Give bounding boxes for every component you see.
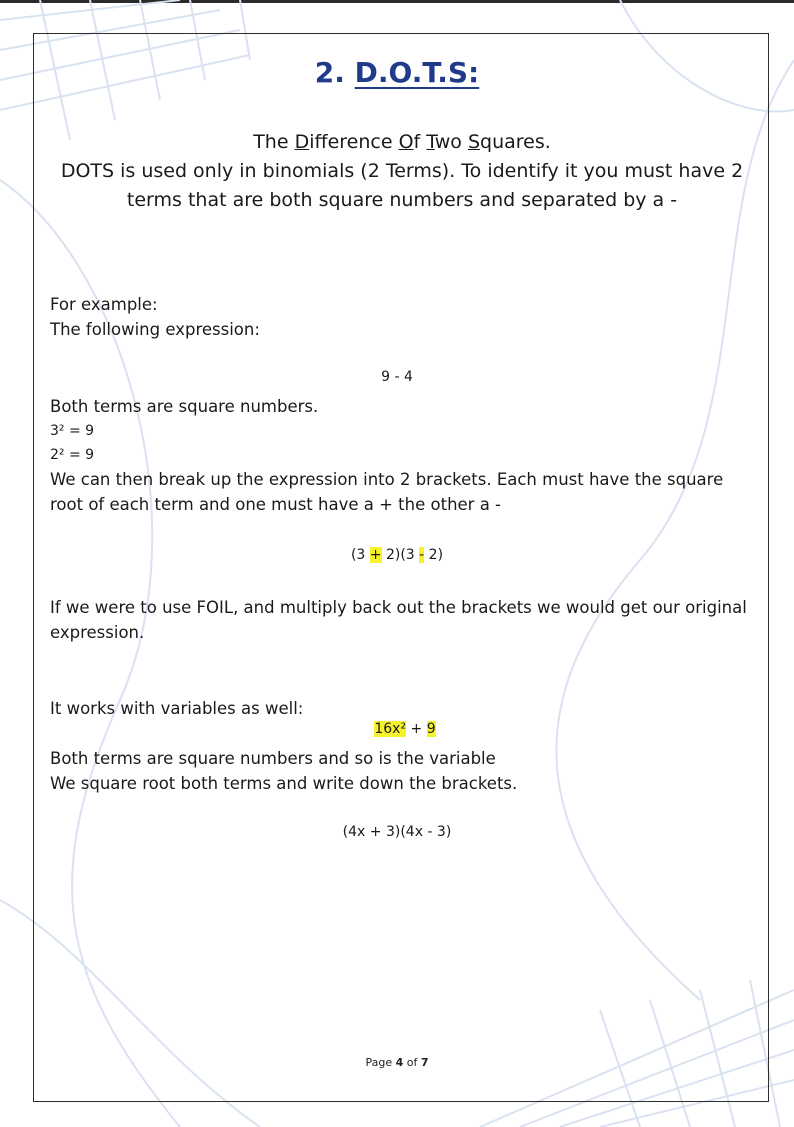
variables-lead: It works with variables as well: xyxy=(50,699,304,718)
bracket-expression xyxy=(0,547,794,563)
example-lead: The following expression: xyxy=(50,320,260,339)
section-number: 2. xyxy=(314,56,345,89)
section-title xyxy=(0,56,794,89)
bracket-part: 2)(3 xyxy=(381,547,420,563)
square-fact-1: 3² = 9 xyxy=(50,423,95,439)
both-squares-text: Both terms are square numbers. xyxy=(50,397,319,416)
intro-definition-line xyxy=(60,128,744,157)
bracket-part: 2) xyxy=(424,547,444,563)
intro-letter-d: D xyxy=(294,131,310,153)
intro-word-rest: wo xyxy=(434,131,468,153)
intro-word-rest: f xyxy=(413,131,427,153)
variable-operator: + xyxy=(406,721,427,737)
variables-explanation xyxy=(50,746,750,796)
intro-word-rest: quares. xyxy=(480,131,551,153)
intro-body: DOTS is used only in binomials (2 Terms). To identify it you must have 2 terms that are both square numbers and separated by a - xyxy=(60,160,744,211)
foil-paragraph: If we were to use FOIL, and multiply back out the brackets we would get our original expression. xyxy=(50,598,747,642)
intro-paragraph xyxy=(60,128,744,215)
variable-term-highlight: 16x² xyxy=(374,721,407,737)
example-explanation xyxy=(50,394,750,517)
page-total: 7 xyxy=(420,1056,429,1069)
square-fact-2: 2² = 9 xyxy=(50,447,95,463)
intro-prefix: The xyxy=(253,131,295,153)
minus-highlight: - xyxy=(419,547,425,563)
intro-letter-t: T xyxy=(426,131,435,153)
constant-term-highlight: 9 xyxy=(426,721,436,737)
intro-word-rest: ifference xyxy=(309,131,399,153)
plus-highlight: + xyxy=(369,547,382,563)
intro-letter-s: S xyxy=(467,131,481,153)
example-expression: 9 - 4 xyxy=(381,369,413,385)
variable-expression xyxy=(0,721,794,737)
bracket-part: (3 xyxy=(350,547,370,563)
page-prefix: Page xyxy=(365,1056,396,1069)
section-heading: D.O.T.S: xyxy=(354,56,480,89)
variable-result: (4x + 3)(4x - 3) xyxy=(342,824,452,840)
variables-line-1: Both terms are square numbers and so is the variable xyxy=(50,749,496,768)
example-label: For example: xyxy=(50,295,158,314)
page-current: 4 xyxy=(395,1056,404,1069)
page-of: of xyxy=(403,1056,421,1069)
intro-letter-o: O xyxy=(398,131,414,153)
example-intro xyxy=(50,292,750,342)
variables-line-2: We square root both terms and write down the brackets. xyxy=(50,774,518,793)
bracket-explanation: We can then break up the expression into 2 brackets. Each must have the square root of each term and one must have a + the other a - xyxy=(50,470,724,514)
page-number xyxy=(0,1056,794,1069)
